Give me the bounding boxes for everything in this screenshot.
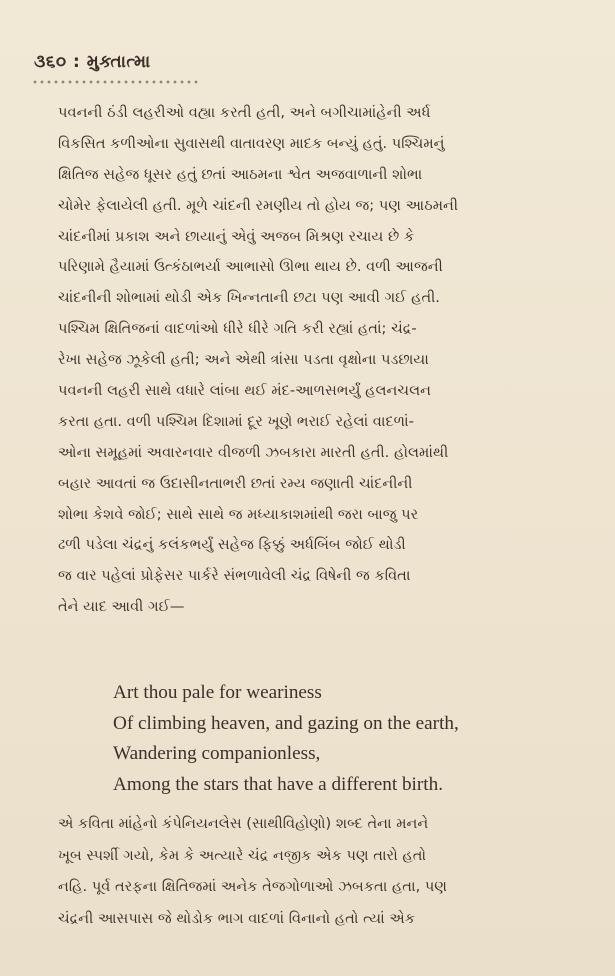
paragraph-line: ખૂબ સ્પર્શી ગયો, કેમ કે અત્યારે ચંદ્ર નજીક એક પણ તારો હતો	[58, 846, 427, 864]
paragraph-line: કરતા હતા. વળી પશ્ચિમ દિશામાં દૂર ખૂણે ભરાઈ રહેલાં વાદળાં-	[58, 412, 414, 430]
paragraph-line: વિકસિત કળીઓના સુવાસથી વાતાવરણ માદક બન્યું હતું. પશ્ચિમનું	[58, 134, 445, 152]
paragraph-line: ઢળી પડેલા ચંદ્રનું કલંકભર્યું સહેજ ફિક્કું અર્ધબિંબ જોઈ થોડી	[58, 536, 406, 554]
paragraph-line: રેખા સહેજ ઝૂકેલી હતી; અને એથી ત્રાંસા પડતા વૃક્ષોના પડછાયા	[58, 351, 429, 369]
following-paragraph	[58, 808, 578, 934]
poem-line: Among the stars that have a different birth.	[113, 773, 444, 795]
paragraph-line: પશ્ચિમ ક્ષિતિજનાં વાદળાંઓ ધીરે ધીરે ગતિ કરી રહ્યાં હતાં; ચંદ્ર-	[58, 320, 417, 338]
paragraph-line: ચાંદનીમાં પ્રકાશ અને છાયાનું એવું અજબ મિશ્રણ રચાય છે કે	[58, 227, 415, 245]
poem-line: Of climbing heaven, and gazing on the earth,	[113, 712, 459, 734]
paragraph-line: ચોમેર ફેલાયેલી હતી. મૂળે ચાંદની રમણીય તો હોય જ; પણ આઠમની	[58, 196, 459, 214]
paragraph-line: પરિણામે હૈયામાં ઉત્કંઠાભર્યા આભાસો ઊભા થાય છે. વળી આજની	[58, 258, 443, 276]
paragraph-line: ચંદ્રની આસપાસ જે થોડોક ભાગ વાદળાં વિનાનો હતો ત્યાં એક	[58, 909, 416, 927]
paragraph-line: નહિ. પૂર્વ તરફના ક્ષિતિજમાં અનેક તેજગોળાઓ ઝબકતા હતા, પણ	[58, 878, 448, 895]
page-header: ૩૬૦ : મુક્તાત્મા	[34, 52, 151, 72]
paragraph-line: ઓના સમૂહમાં અવારનવાર વીજળી ઝબકારા મારતી હતી. હોલમાંથી	[58, 443, 449, 461]
paragraph-line: ચાંદનીની શોભામાં થોડી એક ખિન્નતાની છટા પણ આવી ગઈ હતી.	[58, 289, 440, 307]
quoted-poem	[113, 678, 583, 800]
paragraph-line: શોભા કેશવે જોઈ; સાથે સાથે જ મધ્યાકાશમાંથી જરા બાજુ પર	[58, 505, 419, 523]
paragraph-line: જ વાર પહેલાં પ્રોફેસર પાર્કરે સંભળાવેલી ચંદ્ર વિષેની જ કવિતા	[58, 567, 411, 585]
paragraph-line: તેને યાદ આવી ગઈ—	[58, 598, 185, 616]
poem-line: Wandering companionless,	[113, 743, 321, 764]
paragraph-line: પવનની ઠંડી લહરીઓ વહ્યા કરતી હતી, અને બગીચામાંહેની અર્ધ	[58, 104, 431, 121]
main-paragraph	[58, 98, 578, 623]
paragraph-line: બહાર આવતાં જ ઉદાસીનતાભરી છતાં રમ્ય જણાતી ચાંદનીની	[58, 474, 413, 492]
poem-line: Art thou pale for weariness	[113, 682, 322, 703]
paragraph-line: એ કવિતા માંહેનો કંપેનિયનલેસ (સાથીવિહોણો) શબ્દ તેના મનને	[58, 815, 429, 832]
header-dotted-rule	[32, 79, 200, 85]
paragraph-line: ક્ષિતિજ સહેજ ધૂસર હતું છતાં આઠમના શ્વેત અજવાળાની શોભા	[58, 165, 423, 183]
paragraph-line: પવનની લહરી સાથે વધારે લાંબા થઈ મંદ-આળસભર્યું હલનચલન	[58, 382, 431, 400]
